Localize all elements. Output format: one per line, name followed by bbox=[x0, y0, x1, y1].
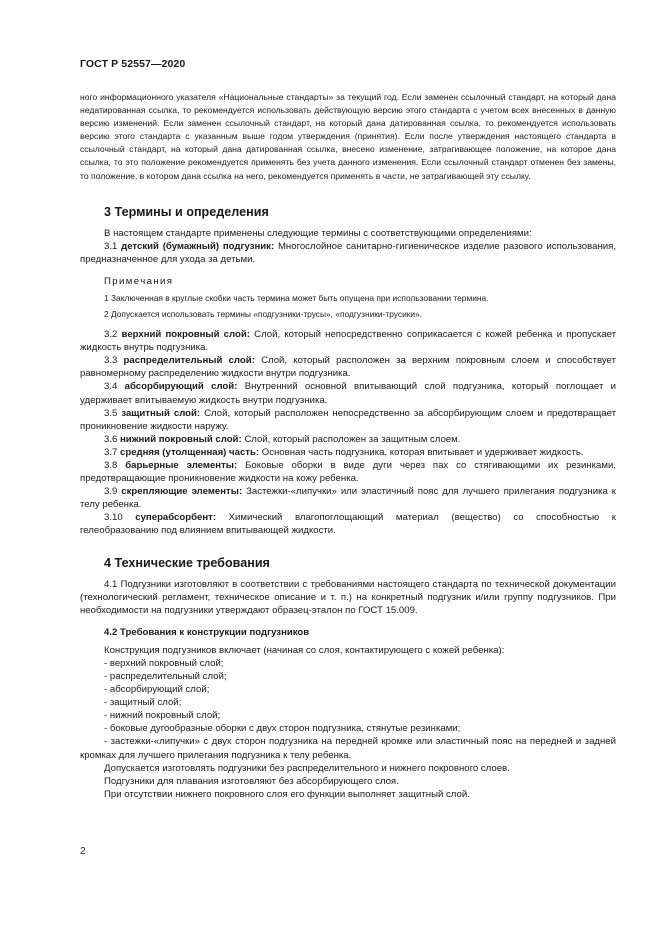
section-3 bbox=[80, 205, 616, 538]
list-item: - защитный слой; bbox=[104, 697, 182, 709]
term-number: 3.10 bbox=[104, 512, 123, 524]
term-definition: Химический влагопоглощающий материал (вещество) со способностью к гелеобразованию под влиянием впитывающей жидкости. bbox=[80, 512, 617, 537]
term-name: барьерные элементы: bbox=[125, 459, 238, 471]
section-3-title: 3 Термины и определения bbox=[104, 204, 269, 219]
notes-title: Примечания bbox=[104, 275, 174, 287]
term-definition: Слой, который расположен непосредственно за абсорбирующим слоем и предотвращает проникновение жидкости наружу. bbox=[80, 407, 617, 432]
term-item bbox=[80, 446, 616, 459]
subsection-4-2-title: 4.2 Требования к конструкции подгузников bbox=[104, 626, 310, 638]
term-number: 3.9 bbox=[104, 486, 118, 498]
closing-paragraph: Допускается изготовлять подгузники без распределительного и нижнего покровного слоев. bbox=[104, 762, 510, 774]
term-name: скрепляющие элементы: bbox=[121, 486, 243, 498]
term-item bbox=[80, 433, 616, 446]
closing-paragraphs bbox=[80, 762, 616, 801]
intro-block bbox=[80, 91, 616, 183]
terms-list bbox=[80, 328, 616, 538]
term-definition: Многослойное санитарно-гигиеническое изделие разового использования, предназначенное для ухода за детьми. bbox=[80, 240, 616, 265]
term-name: нижний покровный слой: bbox=[120, 433, 242, 445]
list-item: - верхний покровный слой; bbox=[104, 657, 224, 669]
term-number: 3.7 bbox=[104, 446, 118, 458]
section-4 bbox=[80, 556, 616, 801]
term-item bbox=[80, 328, 616, 354]
term-name: детский (бумажный) подгузник: bbox=[121, 240, 275, 252]
list-item: - абсорбирующий слой; bbox=[104, 684, 210, 696]
closing-paragraph: Подгузники для плавания изготовляют без абсорбирующего слоя. bbox=[104, 775, 399, 787]
term-number: 3.5 bbox=[104, 407, 118, 419]
section-4-title: 4 Технические требования bbox=[104, 555, 270, 570]
term-name: суперабсорбент: bbox=[135, 512, 217, 524]
construction-list bbox=[80, 657, 616, 762]
term-item bbox=[80, 485, 616, 511]
closing-paragraph: При отсутствии нижнего покровного слоя его функции выполняет защитный слой. bbox=[104, 788, 470, 800]
document-page bbox=[80, 58, 616, 801]
term-definition: Внутренний основной впитывающий слой подгузника, который поглощает и удерживает впитываемую жидкость внутри подгузника. bbox=[80, 381, 617, 406]
page-number: 2 bbox=[80, 846, 86, 857]
list-item: - нижний покровный слой; bbox=[104, 710, 221, 722]
term-number: 3.6 bbox=[104, 433, 118, 445]
term-definition: Слой, который расположен за защитным слоем. bbox=[244, 433, 461, 445]
term-number: 3.3 bbox=[104, 355, 118, 367]
term-3-1 bbox=[80, 240, 616, 266]
term-definition: Слой, который непосредственно соприкасается с кожей ребенка и пропускает жидкость внутрь подгузника. bbox=[80, 329, 616, 354]
term-definition: Застежки-«липучки» или эластичный пояс для лучшего прилегания подгузника к телу ребенка. bbox=[80, 486, 616, 511]
term-item bbox=[80, 511, 616, 537]
term-item bbox=[80, 354, 616, 380]
term-name: верхний покровный слой: bbox=[121, 329, 250, 341]
term-definition: Боковые оборки в виде дуги через пах со стягивающими их резинками, предотвращающие проникновение жидкости на кожу ребенка. bbox=[80, 459, 616, 485]
term-number: 3.8 bbox=[104, 459, 118, 471]
note-1: 1 Заключенная в круглые скобки часть термина может быть опущена при использовании термина. bbox=[104, 293, 489, 304]
list-item: - распределительный слой; bbox=[104, 671, 227, 682]
section-3-lead: В настоящем стандарте применены следующие термины с соответствующими определениями: bbox=[104, 227, 532, 239]
term-number: 3.1 bbox=[104, 240, 118, 252]
term-item bbox=[80, 407, 616, 433]
term-name: защитный слой: bbox=[121, 407, 201, 419]
term-number: 3.2 bbox=[104, 329, 118, 341]
term-item bbox=[80, 380, 616, 406]
term-item bbox=[80, 459, 616, 485]
paragraph-4-1: 4.1 Подгузники изготовляют в соответствии с требованиями настоящего стандарта по технической документации (технологический регламент, техническое описание и т. п.) на конкретный подгузник и/или группу подгузников. При необходимости на подгузники утверждают образец-эталон по ГОСТ 15.009. bbox=[80, 578, 616, 616]
term-name: распределительный слой: bbox=[123, 355, 255, 367]
note-2: 2 Допускается использовать термины «подгузники-трусы», «подгузники-трусики». bbox=[104, 309, 423, 320]
list-item: - застежки-«липучки» с двух сторон подгузника на передней кромке или эластичный пояс на передней и задней кромках для лучшего прилегания подгузника к телу ребенка. bbox=[80, 736, 616, 761]
term-name: средняя (утолщенная) часть: bbox=[120, 446, 260, 458]
term-definition: Основная часть подгузника, которая впитывает и удерживает жидкость. bbox=[261, 446, 584, 458]
construction-lead: Конструкция подгузников включает (начиная со слоя, контактирующего с кожей ребенка): bbox=[104, 644, 505, 656]
term-name: абсорбирующий слой: bbox=[124, 381, 238, 393]
construction-block bbox=[80, 644, 616, 801]
term-definition: Слой, который расположен за верхним покровным слоем и способствует равномерному распределению жидкости внутри подгузника. bbox=[80, 355, 616, 380]
intro-paragraph: ного информационного указателя «Национальные стандарты» за текущий год. Если заменен ссылочный стандарт, на который дана недатированная ссылка, то рекомендуется использовать действующую версию этого стандарта с учетом всех внесенных в данную версию изменений. Если заменен ссылочный стандарт, на который дана датированная ссылка, то рекомендуется использовать версию этого стандарта с указанным выше годом утверждения (принятия). Если после утверждения настоящего стандарта в ссылочный стандарт, на который дана датированная ссылка, внесено изменение, затрагивающее положение, на которое дана ссылка, то это положение рекомендуется применять без учета данного изменения. Если ссылочный стандарт отменен без замены, то положение, в котором дана ссылка на него, рекомендуется применять в части, не затрагивающей эту ссылку. bbox=[80, 92, 616, 181]
document-code-header: ГОСТ Р 52557—2020 bbox=[80, 58, 186, 70]
term-number: 3.4 bbox=[104, 381, 118, 393]
list-item: - боковые дугообразные оборки с двух сторон подгузника, стянутые резинками; bbox=[104, 723, 461, 735]
